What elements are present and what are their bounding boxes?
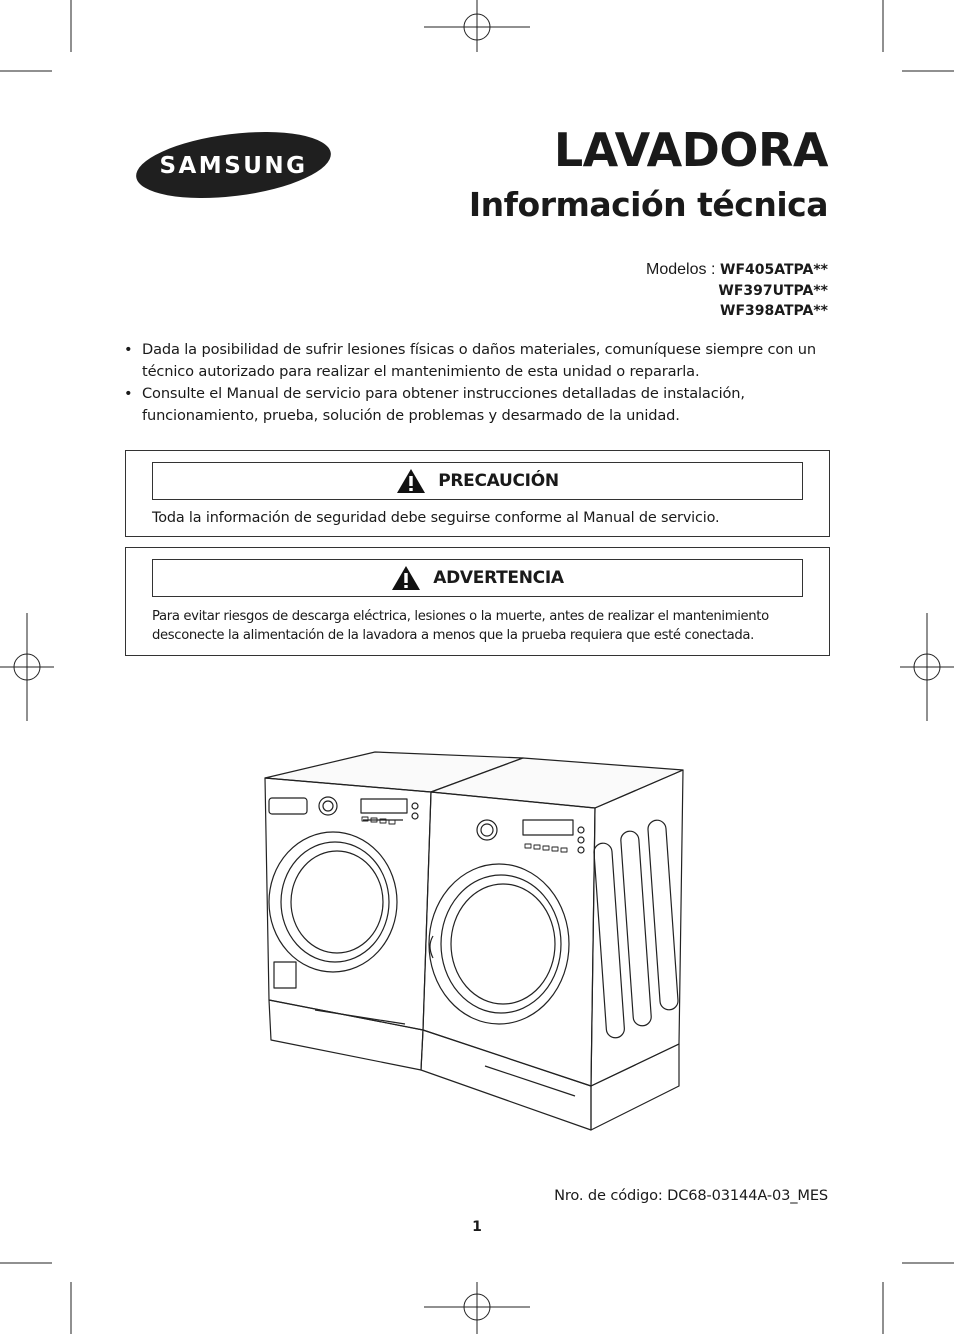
- models-list: [646, 260, 828, 322]
- page-subtitle: Información técnica: [468, 185, 828, 224]
- page-title: LAVADORA: [553, 123, 828, 177]
- intro-bullets: [122, 339, 832, 427]
- bullet-item: • Consulte el Manual de servicio para obtener instrucciones detalladas de instalación, funcionamiento, prueba, solución de problemas y desarmado de la unidad.: [124, 385, 745, 424]
- warning-box: [125, 547, 830, 656]
- models-label: Modelos :: [646, 261, 716, 278]
- samsung-logo: [135, 131, 332, 199]
- caution-text: Toda la información de seguridad debe seguirse conforme al Manual de servicio.: [152, 510, 720, 526]
- logo-wordmark: SAMSUNG: [159, 153, 308, 179]
- warning-triangle-icon: [391, 565, 421, 591]
- warning-triangle-icon: [396, 468, 426, 494]
- model-code: WF405ATPA**: [720, 262, 828, 278]
- washer-dryer-illustration: [255, 748, 687, 1134]
- warning-text: Para evitar riesgos de descarga eléctrica, lesiones o la muerte, antes de realizar el mantenimiento desconecte la alimentación de la lavadora a menos que la prueba requiera que esté conectada.: [152, 609, 769, 643]
- model-code: WF397UTPA**: [718, 282, 828, 299]
- caution-heading: PRECAUCIÓN: [438, 471, 559, 491]
- caution-banner: [152, 462, 803, 500]
- document-code: Nro. de código: DC68-03144A-03_MES: [554, 1187, 828, 1204]
- bullet-item: • Dada la posibilidad de sufrir lesiones físicas o daños materiales, comuníquese siempre con un técnico autorizado para realizar el mantenimiento de esta unidad o repararla.: [124, 341, 816, 380]
- caution-box: [125, 450, 830, 537]
- page-number: 1: [472, 1219, 482, 1235]
- warning-banner: [152, 559, 803, 597]
- model-code: WF398ATPA**: [720, 303, 828, 319]
- warning-heading: ADVERTENCIA: [433, 568, 564, 588]
